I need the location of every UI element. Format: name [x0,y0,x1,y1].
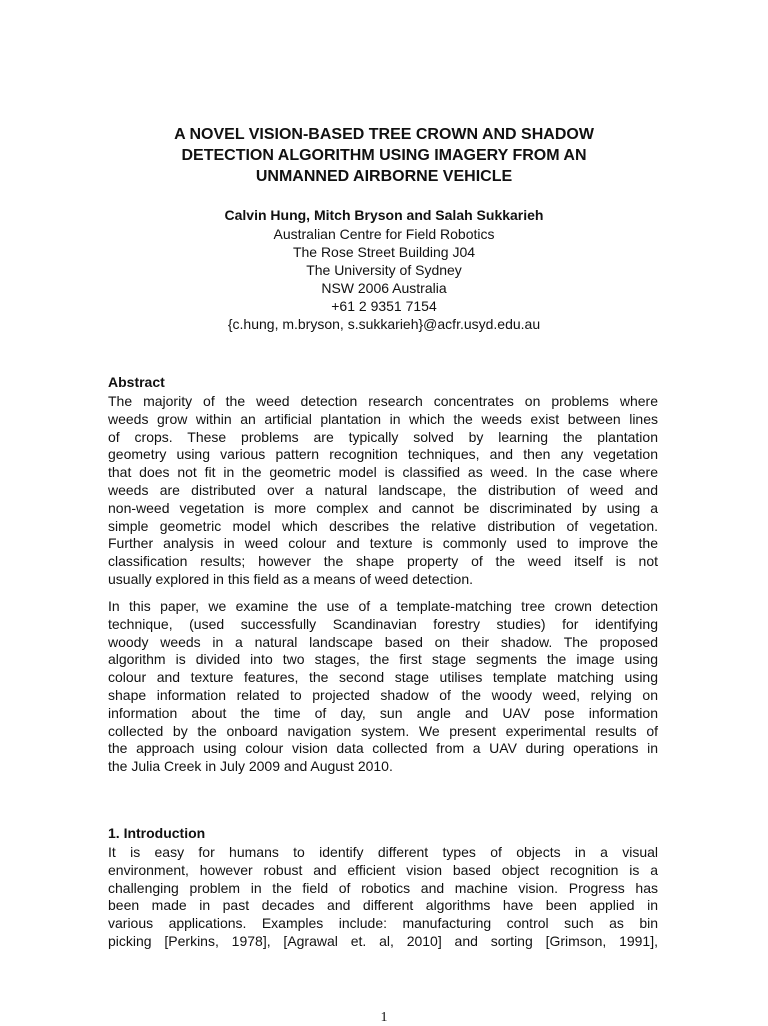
text-line: non-weed vegetation is more complex and cannot be discriminated by using a [108,499,658,516]
text-line: weeds grow within an artificial plantation in which the weeds exist between lines [108,410,658,427]
affiliation-email: {c.hung, m.bryson, s.sukkarieh}@acfr.usyd.edu.au [227,315,541,332]
text-line: algorithm is divided into two stages, the first stage segments the image using [108,651,658,668]
title-line: A NOVEL VISION-BASED TREE CROWN AND SHADOW [174,126,594,143]
text-line: woody weeds in a natural landscape based on their shadow. The proposed [108,633,658,650]
affiliation-phone: +61 2 9351 7154 [331,297,437,314]
text-line: geometry using various pattern recognition techniques, and then any vegetation [108,446,658,463]
abstract-heading: Abstract [108,374,165,390]
affiliation-block [100,226,668,333]
text-line: information about the time of day, sun angle and UAV pose information [108,704,658,721]
text-line: various applications. Examples include: manufacturing control such as bin [108,915,658,932]
text-line: environment, however robust and efficient vision based object recognition is a [108,861,658,878]
introduction-heading: 1. Introduction [108,825,206,841]
text-line: classification results; however the shape property of the weed itself is not [108,553,658,570]
text-line: technique, (used successfully Scandinavian forestry studies) for identifying [108,615,658,632]
text-line: the approach using colour vision data collected from a UAV during operations in [108,740,658,757]
text-line: collected by the onboard navigation system. We present experimental results of [108,722,658,739]
text-line: It is easy for humans to identify different types of objects in a visual [108,844,658,860]
abstract-paragraph-1 [108,393,658,589]
text-line: picking [Perkins, 1978], [Agrawal et. al, 2010] and sorting [Grimson, 1991], [108,932,658,949]
title-line: DETECTION ALGORITHM USING IMAGERY FROM AN [181,147,587,164]
text-line: of crops. These problems are typically solved by learning the plantation [108,428,658,445]
affiliation-line: The University of Sydney [306,261,462,278]
text-line: challenging problem in the field of robotics and machine vision. Progress has [108,879,658,896]
text-line: been made in past decades and different algorithms have been applied in [108,897,658,914]
author-list: Calvin Hung, Mitch Bryson and Salah Sukkarieh [224,207,544,223]
text-line: simple geometric model which describes the relative distribution of vegetation. [108,517,658,534]
affiliation-line: NSW 2006 Australia [321,279,447,296]
text-line: In this paper, we examine the use of a template-matching tree crown detection [108,598,658,614]
text-line: weeds are distributed over a natural landscape, the distribution of weed and [108,481,658,498]
text-line: usually explored in this field as a means of weed detection. [108,570,473,587]
text-line: colour and texture features, the second stage utilises template matching using [108,669,658,686]
text-line: that does not fit in the geometric model is classified as weed. In the case where [108,464,658,481]
abstract-paragraph-2 [108,598,658,776]
affiliation-line: Australian Centre for Field Robotics [273,226,495,242]
paper-title [100,124,668,187]
text-line: the Julia Creek in July 2009 and August 2010. [108,758,393,775]
page-number: 1 [380,1010,388,1025]
introduction-paragraph [108,844,658,951]
text-line: Further analysis in weed colour and texture is commonly used to improve the [108,535,658,552]
text-line: The majority of the weed detection research concentrates on problems where [108,393,658,409]
title-line: UNMANNED AIRBORNE VEHICLE [255,168,513,185]
affiliation-line: The Rose Street Building J04 [292,243,476,260]
text-line: shape information related to projected shadow of the woody weed, relying on [108,686,658,703]
